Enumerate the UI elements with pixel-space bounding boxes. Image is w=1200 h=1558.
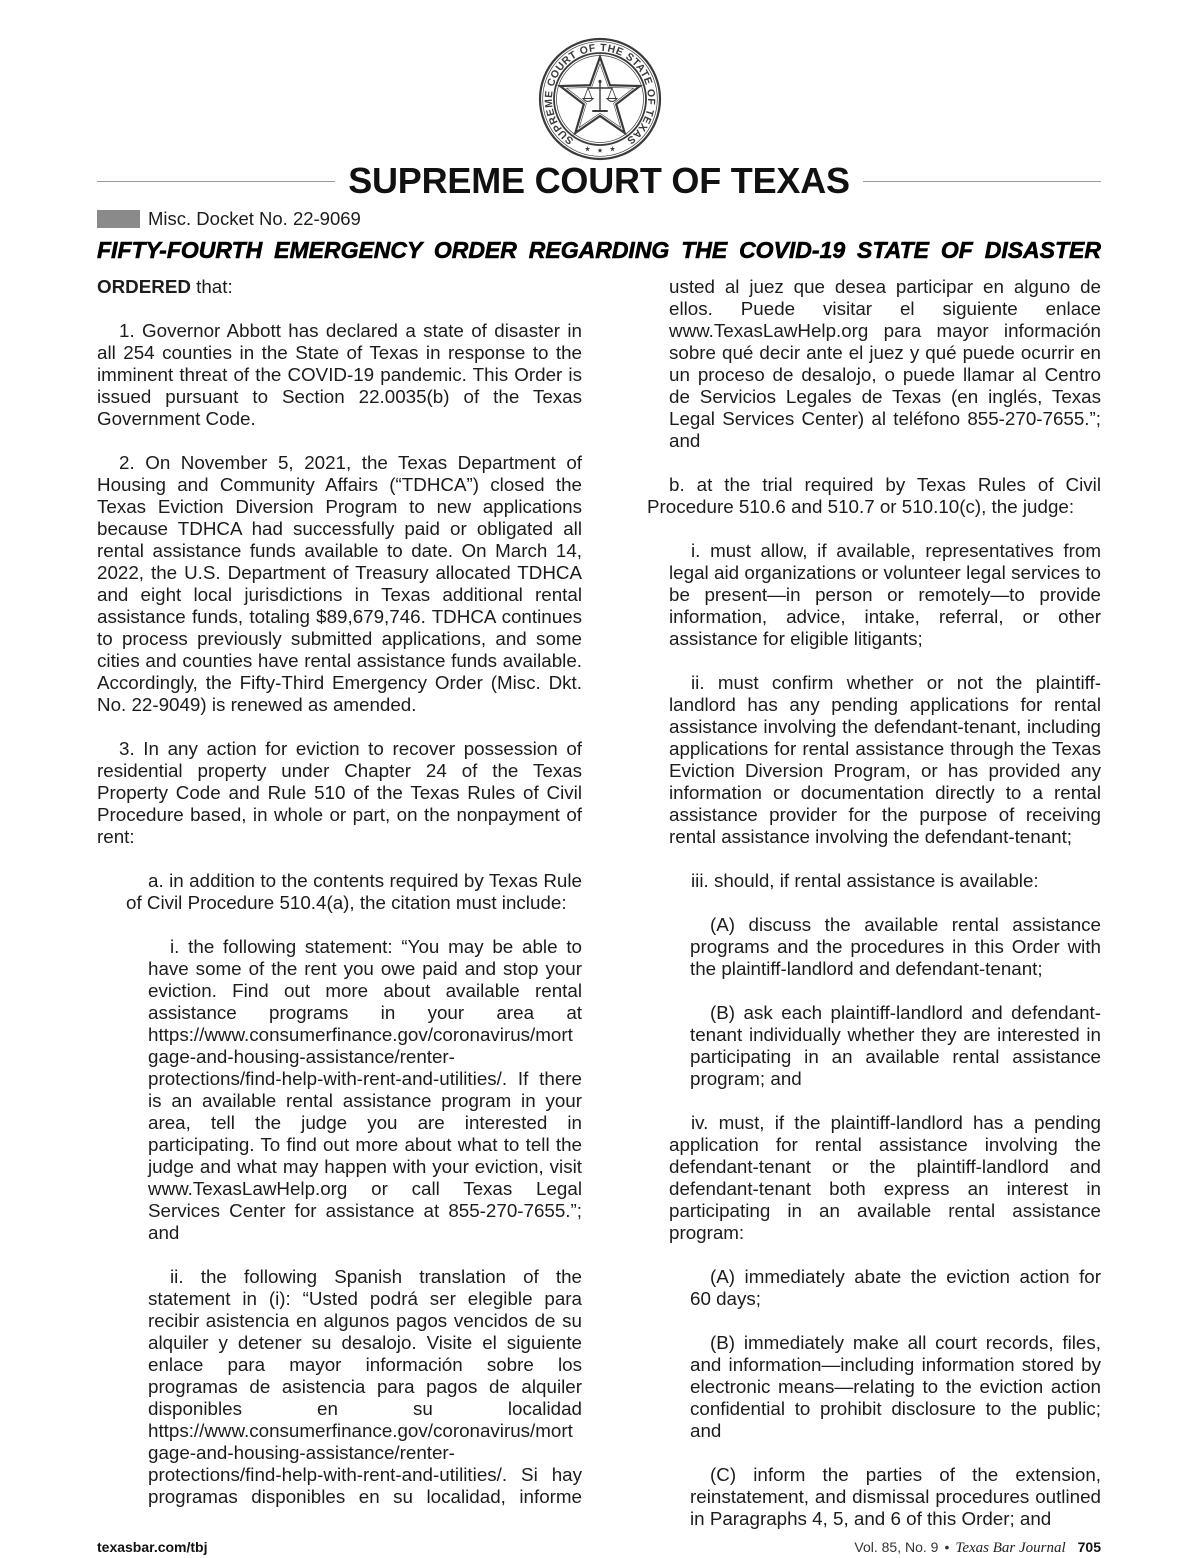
seal-lettering: SUPREME COURT OF THE STATE OF TEXAS: [542, 41, 658, 147]
paragraph-3b-iii-B: (B) ask each plaintiff-landlord and defendant-tenant individually whether they are interested in participating in an available rental assistance program; and: [690, 1002, 1101, 1089]
docket-marker: [97, 210, 140, 228]
ordered-rest: that:: [190, 276, 233, 297]
small-star-icon: [610, 146, 615, 151]
small-star-icon: [585, 146, 590, 151]
paragraph-3b-iv-A: (A) immediately abate the eviction action for 60 days;: [690, 1266, 1101, 1309]
footer-issue-info: [854, 1537, 1101, 1558]
page-number: 705: [1077, 1538, 1101, 1555]
right-column: [618, 276, 1101, 1552]
footer-issue: Vol. 85, No. 9: [854, 1538, 939, 1555]
paragraph-3: 3. In any action for eviction to recover possession of residential property under Chapter 24 of the Texas Property Code and Rule 510 of the Texas Rules of Civil Procedure based, in whole or part, on the nonpayment of rent:: [97, 738, 582, 847]
docket-line: [97, 209, 361, 229]
paragraph-3b-iii: iii. should, if rental assistance is available:: [691, 870, 1039, 891]
paragraph-3b-i: i. must allow, if available, representatives from legal aid organizations or volunteer legal services to be present—in person or remotely—to provide information, advice, intake, referral, or other assistance for eligible litigants;: [669, 540, 1101, 649]
paragraph-3b-iii-A: (A) discuss the available rental assistance programs and the procedures in this Order with the plaintiff-landlord and defendant-tenant;: [690, 914, 1101, 979]
page-footer: [97, 1537, 1101, 1557]
ordered-intro: [97, 276, 582, 298]
footer-journal-name: Texas Bar Journal: [955, 1539, 1066, 1556]
masthead: [97, 160, 1101, 202]
paragraph-3b-iv-B: (B) immediately make all court records, files, and information—including information stored by electronic means—relating to the eviction action confidential to prohibit disclosure to the public; and: [690, 1332, 1101, 1441]
footer-url: texasbar.com/tbj: [97, 1539, 208, 1555]
paragraph-3b-iv-C: (C) inform the parties of the extension, reinstatement, and dismissal procedures outlined in Paragraphs 4, 5, and 6 of this Order; and: [690, 1464, 1101, 1529]
left-column: [97, 276, 582, 1530]
order-heading: FIFTY-FOURTH EMERGENCY ORDER REGARDING THE COVID-19 STATE OF DISASTER: [97, 237, 1101, 263]
masthead-rule-left: [97, 181, 335, 182]
masthead-rule-right: [863, 181, 1101, 182]
paragraph-1: 1. Governor Abbott has declared a state of disaster in all 254 counties in the State of Texas in response to the imminent threat of the COVID-19 pandemic. This Order is issued pursuant to Section 22.0035(b) of the Texas Government Code.: [97, 320, 582, 429]
small-star-icon: [597, 148, 602, 153]
paragraph-3a-ii-continued: usted al juez que desea participar en alguno de ellos. Puede visitar el siguiente enlace www.TexasLawHelp.org para mayor información sobre qué decir ante el juez y qué puede ocurrir en un proceso de desalojo, o puede llamar al Centro de Servicios Legales de Texas (en inglés, Texas Legal Services Center) al teléfono 855-270-7655.”; and: [669, 276, 1101, 451]
paragraph-3b: b. at the trial required by Texas Rules of Civil Procedure 510.6 and 510.7 or 510.10(c), the judge:: [647, 474, 1101, 517]
page-title: SUPREME COURT OF TEXAS: [348, 160, 850, 201]
supreme-court-seal: [538, 37, 662, 161]
paragraph-2: 2. On November 5, 2021, the Texas Department of Housing and Community Affairs (“TDHCA”) closed the Texas Eviction Diversion Program to new applications because TDHCA had successfully paid or obligated all rental assistance funds available to date. On March 14, 2022, the U.S. Department of Treasury allocated TDHCA and eight local jurisdictions in Texas additional rental assistance funds, totaling $89,679,746. TDHCA continues to process previously submitted applications, and some cities and counties have rental assistance funds available. Accordingly, the Fifty-Third Emergency Order (Misc. Dkt. No. 22-9049) is renewed as amended.: [97, 452, 582, 715]
docket-number: Misc. Docket No. 22-9069: [148, 208, 361, 229]
paragraph-3a-ii: ii. the following Spanish translation of the statement in (i): “Usted podrá ser elegible para recibir asistencia en algunos pagos vencidos de su alquiler y detener su desalojo. Visite el siguiente enlace para mayor información sobre los programas de asistencia para pagos de alquiler disponibles en su localidad https://www.consumerfinance.gov/coronavirus/mortgage-and-housing-assistance/renter-protections/find-help-with-rent-and-utilities/. Si hay programas disponibles en su localidad, informe: [148, 1266, 582, 1507]
ordered-label: ORDERED: [97, 276, 191, 297]
paragraph-3b-iv: iv. must, if the plaintiff-landlord has a pending application for rental assistance involving the defendant-tenant or the plaintiff-landlord and defendant-tenant both express an interest in participating in an available rental assistance program:: [669, 1112, 1101, 1243]
footer-bullet: •: [944, 1538, 950, 1555]
paragraph-3a-i: i. the following statement: “You may be able to have some of the rent you owe paid and stop your eviction. Find out more about available rental assistance programs in your area at https://www.consumerfinance.gov/coronavirus/mortgage-and-housing-assistance/renter-protections/find-help-with-rent-and-utilities/. If there is an available rental assistance program in your area, tell the judge you are interested in participating. To find out more about what to tell the judge and what may happen with your eviction, visit www.TexasLawHelp.org or call Texas Legal Services Center for assistance at 855-270-7655.”; and: [148, 936, 582, 1243]
paragraph-3b-ii: ii. must confirm whether or not the plaintiff-landlord has any pending applications for rental assistance involving the defendant-tenant, including applications for rental assistance through the Texas Eviction Diversion Program, or has provided any information or documentation directly to a rental assistance provider for the purpose of receiving rental assistance involving the defendant-tenant;: [669, 672, 1101, 847]
paragraph-3a: a. in addition to the contents required by Texas Rule of Civil Procedure 510.4(a), the citation must include:: [126, 870, 582, 913]
